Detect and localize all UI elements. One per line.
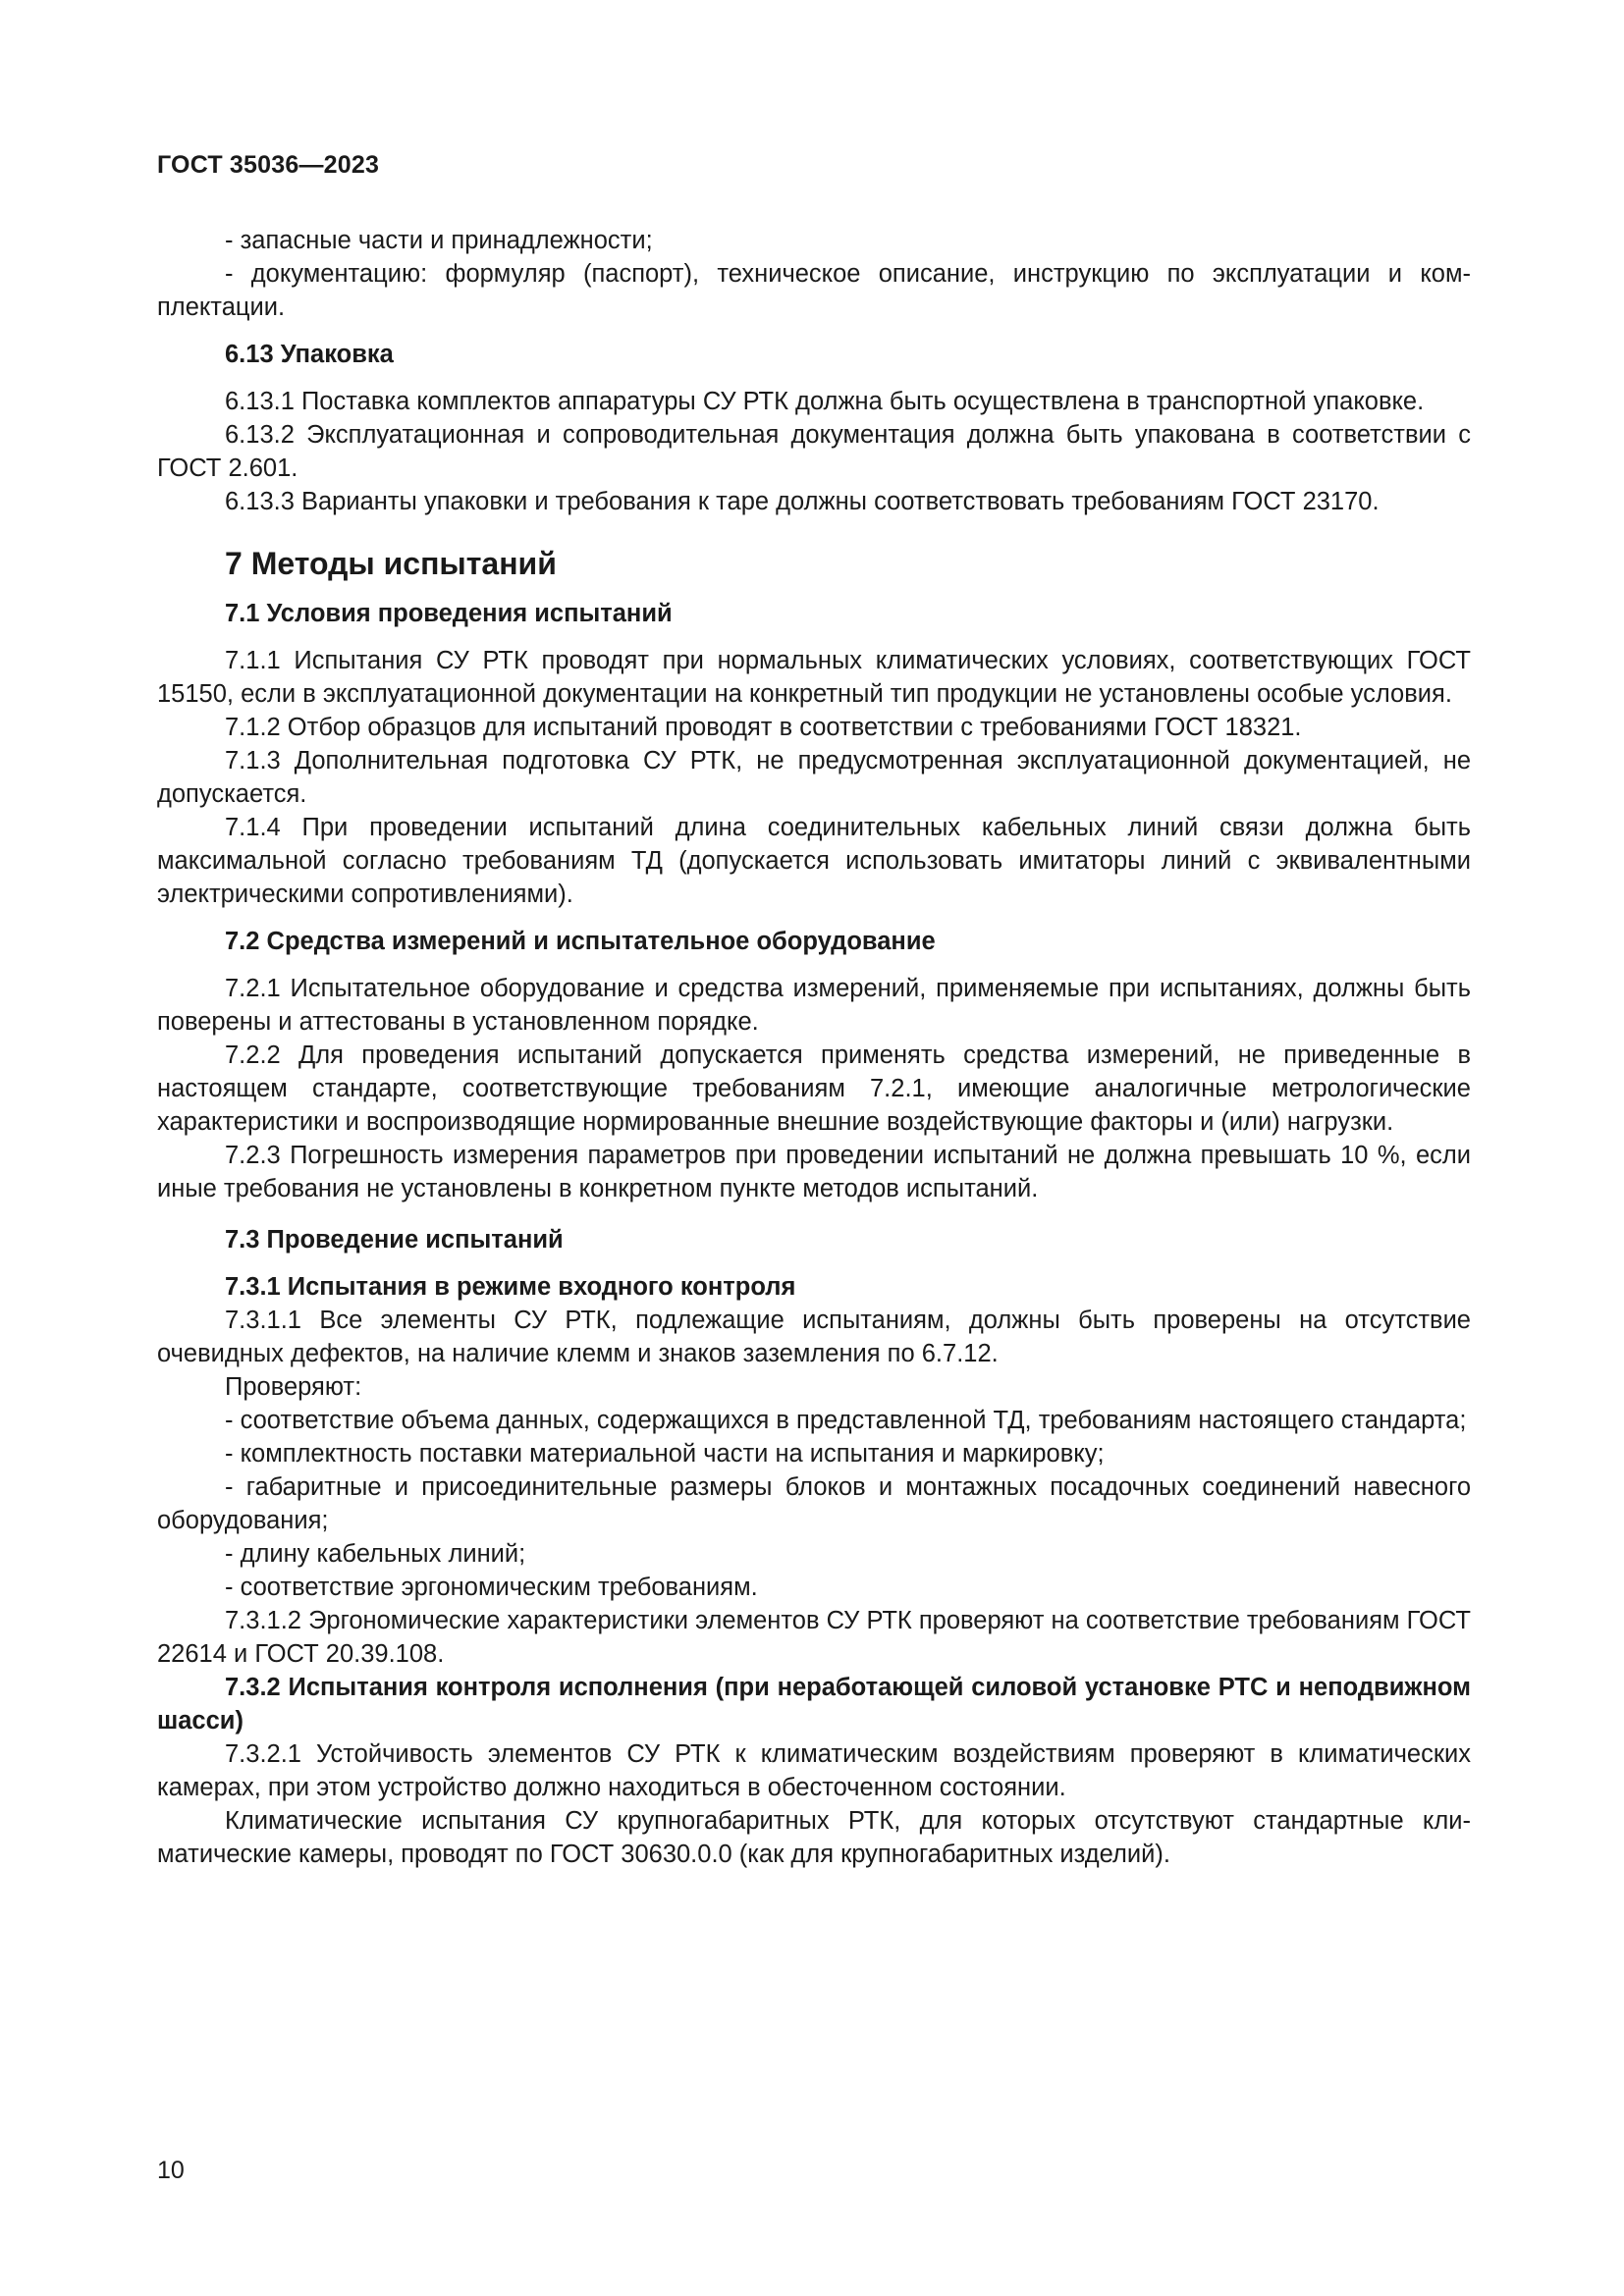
paragraph-7-1-4: 7.1.4 При проведении испытаний длина соединительных кабельных линий связи должна быть максимальной согласно требованиям ТД (допускается использовать имитаторы линий с эквивалентными электрическими сопротивлениями). xyxy=(157,814,1471,908)
section-heading-7-2: 7.2 Средства измерений и испытательное оборудование xyxy=(225,928,936,955)
paragraph-7-2-2: 7.2.2 Для проведения испытаний допускается применять средства измерений, не приведенные в настоящем стандарте, соответствующие требованиям 7.2.1, имеющие аналогичные метрологические характеристики и воспроизводящие нормированные внешние воздействующие факторы и (или) нагрузки. xyxy=(157,1041,1471,1136)
page-number: 10 xyxy=(157,2157,185,2184)
paragraph-7-2-1: 7.2.1 Испытательное оборудование и средства измерений, применяемые при испытаниях, должны быть поверены и аттестованы в установленном порядке. xyxy=(157,975,1471,1036)
paragraph-7-2-3: 7.2.3 Погрешность измерения параметров при проведении испытаний не должна превышать 10 %, если иные требования не установлены в конкретном пункте методов испытаний. xyxy=(157,1142,1471,1202)
list-item: - документацию: формуляр (паспорт), техническое описание, инструкцию по эксплуатации и комплектации. xyxy=(157,260,1471,321)
list-item: - габаритные и присоединительные размеры блоков и монтажных посадочных соединений навесного оборудования; xyxy=(157,1473,1471,1534)
list-item: - соответствие объема данных, содержащихся в представленной ТД, требованиям настоящего стандарта; xyxy=(225,1407,1467,1434)
paragraph-7-1-3: 7.1.3 Дополнительная подготовка СУ РТК, не предусмотренная эксплуатационной документацией, не допускается. xyxy=(157,747,1471,808)
section-heading-7: 7 Методы испытаний xyxy=(225,546,557,581)
document-header: ГОСТ 35036—2023 xyxy=(157,151,380,179)
list-item: - соответствие эргономическим требованиям. xyxy=(225,1574,758,1601)
paragraph-6-13-2: 6.13.2 Эксплуатационная и сопроводительная документация должна быть упакована в соответствии с ГОСТ 2.601. xyxy=(157,421,1471,482)
paragraph-7-1-2: 7.1.2 Отбор образцов для испытаний проводят в соответствии с требованиями ГОСТ 18321. xyxy=(225,714,1302,741)
paragraph-6-13-3: 6.13.3 Варианты упаковки и требования к таре должны соответствовать требованиям ГОСТ 23170. xyxy=(225,488,1380,515)
paragraph-climatic: Климатические испытания СУ крупногабаритных РТК, для которых отсутствуют стандартные климатические камеры, проводят по ГОСТ 30630.0.0 (как для крупногабаритных изделий). xyxy=(157,1807,1471,1868)
section-heading-6-13: 6.13 Упаковка xyxy=(225,341,394,368)
section-heading-7-3: 7.3 Проведение испытаний xyxy=(225,1226,564,1254)
list-item: - запасные части и принадлежности; xyxy=(225,227,653,254)
paragraph-7-3-1-2: 7.3.1.2 Эргономические характеристики элементов СУ РТК проверяют на соответствие требованиям ГОСТ 22614 и ГОСТ 20.39.108. xyxy=(157,1607,1471,1668)
section-heading-7-1: 7.1 Условия проведения испытаний xyxy=(225,600,673,627)
paragraph-6-13-1: 6.13.1 Поставка комплектов аппаратуры СУ РТК должна быть осуществлена в транспортной упаковке. xyxy=(225,388,1425,415)
document-body xyxy=(157,224,1471,1871)
list-item: - комплектность поставки материальной части на испытания и маркировку; xyxy=(225,1440,1105,1468)
paragraph-7-1-1: 7.1.1 Испытания СУ РТК проводят при нормальных климатических условиях, соответствующих ГОСТ 15150, если в эксплуатационной документации на конкретный тип продукции не установлены особые условия. xyxy=(157,647,1471,708)
paragraph-7-3-1-1: 7.3.1.1 Все элементы СУ РТК, подлежащие испытаниям, должны быть проверены на отсутствие очевидных дефектов, на наличие клемм и знаков заземления по 6.7.12. xyxy=(157,1307,1471,1367)
paragraph-check: Проверяют: xyxy=(225,1373,362,1401)
paragraph-7-3-2-1: 7.3.2.1 Устойчивость элементов СУ РТК к климатическим воздействиям проверяют в климатических камерах, при этом устройство должно находиться в обесточенном состоянии. xyxy=(157,1740,1471,1801)
section-heading-7-3-1: 7.3.1 Испытания в режиме входного контроля xyxy=(225,1273,796,1301)
section-heading-7-3-2: 7.3.2 Испытания контроля исполнения (при неработающей силовой установке РТС и неподвижном шасси) xyxy=(157,1674,1471,1735)
list-item: - длину кабельных линий; xyxy=(225,1540,526,1568)
